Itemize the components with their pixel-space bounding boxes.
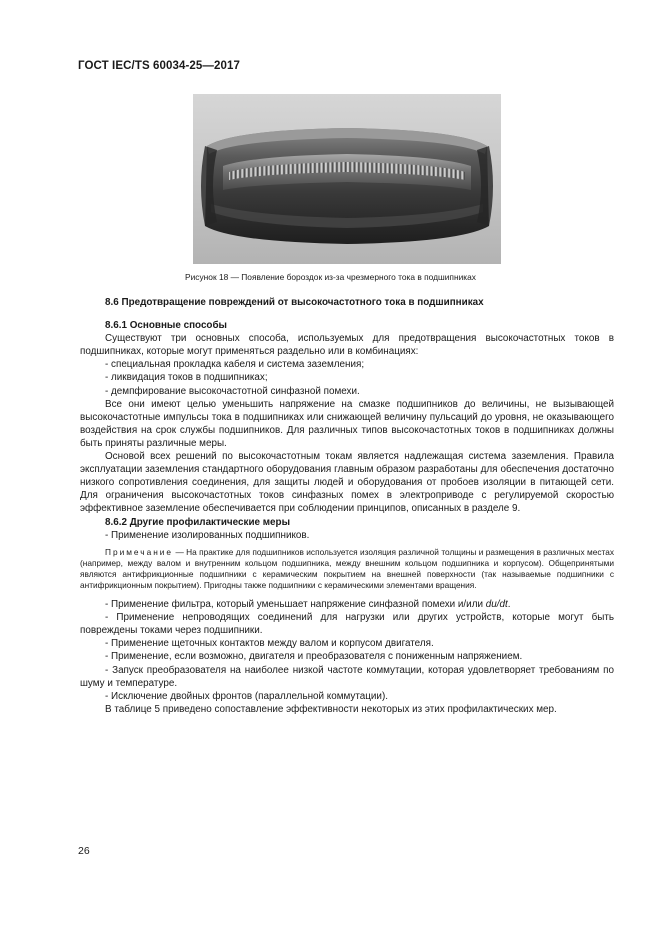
list-item: - Применение, если возможно, двигателя и преобразователя с пониженным напряжением. [105, 651, 523, 663]
subsection-heading-2: 8.6.2 Другие профилактические меры [105, 516, 291, 528]
paragraph: Все они имеют целью уменьшить напряжение на смазке подшипников до величины, не вызывающей высокочастотные импульсы тока в подшипниках или снижающей величину пульсаций до уровня, не оказывающего воздействия на срок службы подшипников. Для различных типов высокочастотных токов в подшипниках должны быть приняты различные меры. [80, 398, 614, 449]
page-number: 26 [78, 845, 90, 857]
list-item: - Применение непроводящих соединений для нагрузки или других устройств, которые могут быть повреждены токами через подшипники. [80, 612, 614, 637]
list-item: - демпфирование высокочастотной синфазной помехи. [105, 385, 360, 397]
list-item: - Применение щеточных контактов между валом и корпусом двигателя. [105, 638, 434, 650]
closing-paragraph: В таблице 5 приведено сопоставление эффективности некоторых из этих профилактических мер. [105, 703, 557, 715]
filter-formula: du/dt [485, 599, 508, 611]
bearing-ring-fluting-photo [193, 94, 501, 264]
list-item: - Применение изолированных подшипников. [105, 529, 310, 541]
note-text: — На практике для подшипников используется изоляция различной толщины и размещения в различных местах (например, между валом и внутренним кольцом подшипника, между внешним кольцом подшипника и корпусом). Общепринятыми являются антифрикционные подшипники с керамическим покрытием на внешней поверхности (так называемые подшипники с антифрикционным покрытием). Пригодны также подшипники с керамическими элементами вращения. [80, 546, 614, 590]
intro-paragraph: Существуют три основных способа, используемых для предотвращения высокочастотных токов в подшипниках, которые могут применяться раздельно или в комбинациях: [80, 333, 614, 358]
filter-text: - Применение фильтра, который уменьшает напряжение синфазной помехи и/или [105, 599, 486, 611]
figure-caption: Рисунок 18 — Появление бороздок из-за чрезмерного тока в подшипниках [185, 272, 476, 282]
subsection-heading-1: 8.6.1 Основные способы [105, 320, 227, 332]
document-header: ГОСТ IEC/TS 60034-25—2017 [78, 60, 240, 72]
note-paragraph [80, 547, 614, 591]
list-item: - специальная прокладка кабеля и система заземления; [105, 359, 365, 371]
list-item: - ликвидация токов в подшипниках; [105, 372, 268, 384]
paragraph: Основой всех решений по высокочастотным токам является надлежащая система заземления. Правила эксплуатации заземления стандартного оборудования главным образом разработаны для обеспечения достаточно низкого сопротивления соединения, для защиты людей и оборудования от пробоев изоляции в питающей сети. Для ограничения высокочастотных токов синфазных помех в электроприводе с регулируемой скоростью эффективное заземление обеспечивается при соблюдении принципов, описанных в разделе 9. [80, 451, 614, 515]
list-item-filter [80, 598, 614, 611]
filter-suffix: . [507, 599, 511, 611]
note-label: Примечание [105, 546, 174, 557]
section-heading: 8.6 Предотвращение повреждений от высокочастотного тока в подшипниках [105, 297, 484, 308]
list-item: - Исключение двойных фронтов (параллельной коммутации). [105, 690, 388, 702]
main-content [80, 294, 614, 716]
list-item: - Запуск преобразователя на наиболее низкой частоте коммутации, которая удовлетворяет требованиям по шуму и температуре. [80, 664, 614, 689]
